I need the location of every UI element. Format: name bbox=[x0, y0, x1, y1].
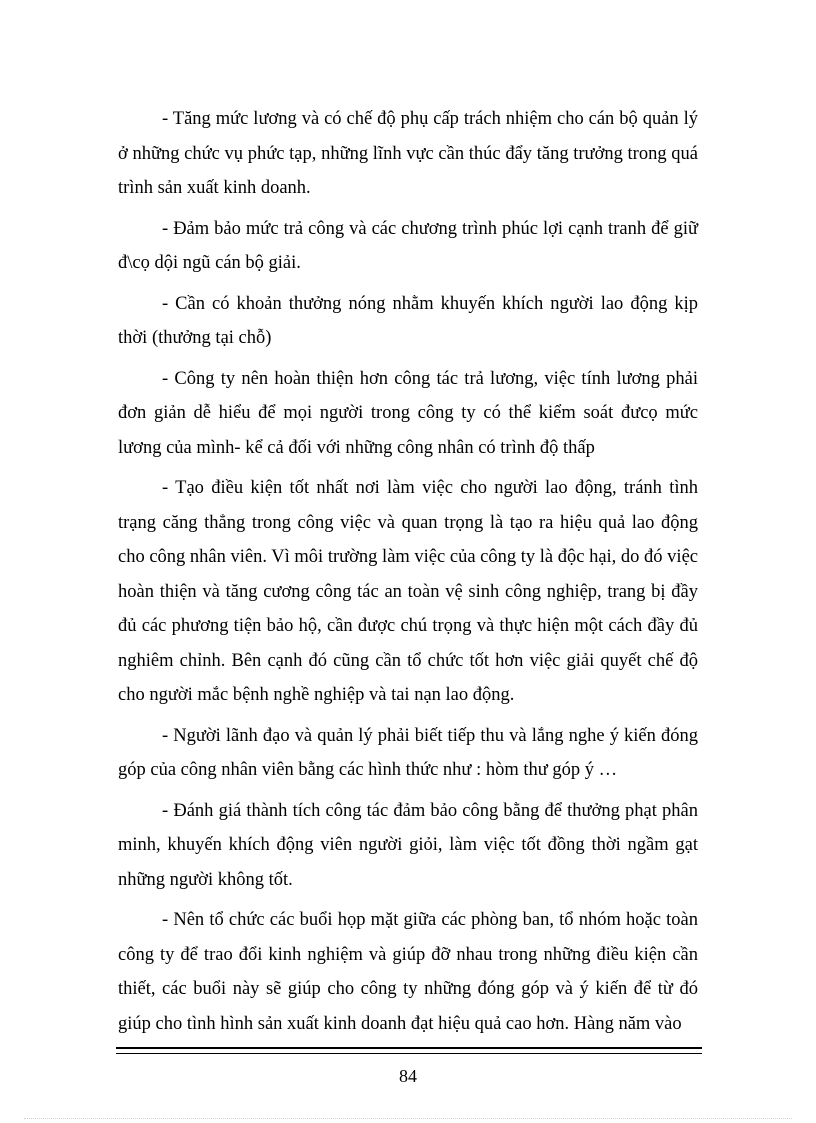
paragraph-instant-bonus: - Cần có khoản thưởng nóng nhằm khuyến khích người lao động kịp thời (thưởng tại chỗ) bbox=[118, 293, 698, 348]
paragraph-working-conditions: - Tạo điều kiện tốt nhất nơi làm việc cho người lao động, tránh tình trạng căng thẳng trong công việc và quan trọng là tạo ra hiệu quả lao động cho công nhân viên. Vì môi trường làm việc của công ty là độc hại, do đó việc hoàn thiện và tăng cương công tác an toàn vệ sinh công nghiệp, trang bị đầy đủ các phương tiện bảo hộ, cần được chú trọng và thực hiện một cách đầy đủ nghiêm chỉnh. Bên cạnh đó cũng cần tổ chức tốt hơn việc giải quyết chế độ cho người mắc bệnh nghề nghiệp và tai nạn lao động. bbox=[118, 478, 698, 705]
paragraph-department-meetings: - Nên tổ chức các buổi họp mặt giữa các phòng ban, tổ nhóm hoặc toàn công ty để trao đổi kinh nghiệm và giúp đỡ nhau trong những điều kiện cần thiết, các buổi này sẽ giúp cho công ty những đóng góp và ý kiến để từ đó giúp cho tình hình sản xuất kinh doanh đạt hiệu quả cao hơn. Hàng năm vào bbox=[118, 910, 698, 1034]
paragraph-performance-evaluation: - Đánh giá thành tích công tác đảm bảo công bằng để thưởng phạt phân minh, khuyến khích động viên người giỏi, làm việc tốt đồng thời ngầm gạt những người không tốt. bbox=[118, 800, 698, 890]
body-text bbox=[118, 102, 698, 1047]
paragraph-payroll-improvement: - Công ty nên hoàn thiện hơn công tác trả lương, việc tính lương phải đơn giản dễ hiểu để mọi người trong công ty có thể kiểm soát đưcọ mức lương của mình- kể cả đối với những công nhân có trình độ thấp bbox=[118, 368, 698, 458]
paragraph-leadership-feedback: - Người lãnh đạo và quản lý phải biết tiếp thu và lắng nghe ý kiến đóng góp của công nhân viên bằng các hình thức như : hòm thư góp ý … bbox=[118, 725, 698, 780]
paragraph-salary-allowance: - Tăng mức lương và có chế độ phụ cấp trách nhiệm cho cán bộ quản lý ở những chức vụ phức tạp, những lĩnh vực cần thúc đẩy tăng trưởng trong quá trình sản xuất kinh doanh. bbox=[118, 109, 698, 198]
footer-divider bbox=[116, 1047, 702, 1054]
page-number: 84 bbox=[399, 1066, 417, 1086]
page-edge-divider bbox=[24, 1118, 792, 1119]
paragraph-competitive-benefits: - Đảm bảo mức trả công và các chương trình phúc lợi cạnh tranh để giữ đ\cọ dội ngũ cán bộ giải. bbox=[118, 218, 698, 273]
